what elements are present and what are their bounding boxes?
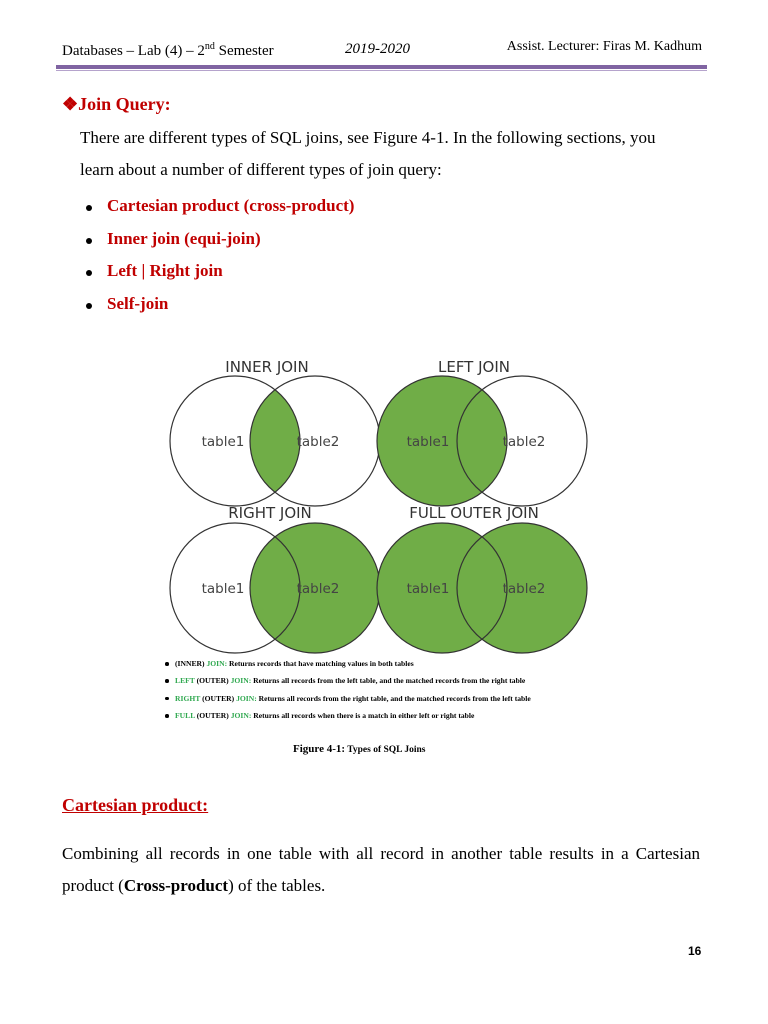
inner-join-right-label: table2	[296, 434, 340, 450]
figure-caption-text: Types of SQL Joins	[345, 745, 426, 755]
right-join-diagram	[170, 504, 380, 653]
legend-keyword: (OUTER)	[202, 693, 237, 703]
legend-item	[164, 694, 531, 711]
list-item	[84, 294, 354, 327]
cartesian-heading: Cartesian product:	[62, 795, 209, 815]
left-join-left-label: table1	[406, 434, 450, 450]
header-rule-thin	[56, 70, 707, 71]
header-course-main: Databases – Lab (4) – 2	[62, 43, 205, 59]
legend-description: Returns all records when there is a match in either left or right table	[251, 711, 475, 721]
figure-caption	[293, 743, 425, 755]
section-title-text: Join Query:	[78, 94, 171, 114]
left-join-diagram	[377, 358, 587, 506]
bullet-dot-icon	[86, 205, 92, 211]
legend-keyword: (OUTER)	[196, 711, 231, 721]
header-course-tail: Semester	[214, 43, 274, 59]
page-header	[62, 38, 702, 62]
section-title	[62, 94, 171, 115]
bullet-dot-icon	[86, 270, 92, 276]
legend-description: Returns all records from the left table, and the matched records from the right table	[251, 676, 526, 686]
legend-keyword: (OUTER)	[196, 676, 231, 686]
header-year: 2019-2020	[345, 41, 410, 57]
list-item-text: Cartesian product (cross-product)	[107, 196, 355, 215]
right-join-right-label: table2	[296, 581, 340, 597]
legend-description: Returns all records from the right table, and the matched records from the left table	[256, 693, 531, 703]
inner-join-title: INNER JOIN	[225, 358, 309, 376]
bullet-dot-icon	[165, 662, 169, 666]
legend-keyword-green: JOIN:	[206, 659, 228, 668]
legend-keyword-green: RIGHT	[175, 693, 203, 703]
page-number: 16	[688, 944, 702, 958]
cartesian-paragraph	[62, 838, 700, 902]
legend-item	[164, 659, 531, 676]
header-course-sup: nd	[204, 41, 215, 52]
diamond-bullet-icon: ❖	[62, 94, 79, 114]
bullet-dot-icon	[165, 679, 169, 683]
legend-item	[164, 676, 531, 693]
intro-line-2: learn about a number of different types of join query:	[80, 160, 442, 179]
list-item-text: Left | Right join	[107, 261, 223, 280]
full-outer-join-title: FULL OUTER JOIN	[409, 504, 539, 522]
list-item-text: Inner join (equi-join)	[107, 228, 261, 248]
legend-keyword-green: JOIN:	[236, 693, 257, 703]
legend-keyword-green: JOIN:	[230, 676, 252, 686]
list-item-text: Self-join	[107, 293, 169, 313]
legend-item	[164, 711, 531, 728]
list-item	[84, 261, 354, 294]
legend-keyword-green: LEFT	[175, 676, 197, 686]
inner-join-diagram	[170, 358, 380, 506]
header-course	[62, 41, 274, 60]
legend-keyword-green: JOIN:	[230, 711, 252, 721]
legend-description: Returns records that have matching values in both tables	[227, 659, 414, 668]
bullet-dot-icon	[86, 303, 92, 309]
list-item	[84, 196, 354, 229]
header-rule	[56, 65, 707, 69]
join-type-list	[84, 196, 354, 326]
cartesian-text-before: Combining all records in one table with all record in another table results in a Cartesian product (	[62, 844, 700, 895]
full-outer-join-right-label: table2	[502, 581, 546, 597]
left-join-title: LEFT JOIN	[437, 358, 511, 376]
legend-keyword: (INNER)	[175, 659, 207, 668]
cartesian-text-bold: Cross-product	[123, 876, 229, 895]
intro-line-1: There are different types of SQL joins, see Figure 4-1. In the following sections, you	[80, 128, 656, 147]
list-item	[84, 229, 354, 262]
legend-keyword-green: FULL	[175, 711, 197, 721]
right-join-title: RIGHT JOIN	[228, 504, 312, 522]
cartesian-text-after: ) of the tables.	[228, 876, 326, 895]
sql-joins-figure	[160, 345, 600, 665]
bullet-dot-icon	[86, 238, 92, 244]
left-join-right-label: table2	[502, 434, 546, 450]
join-legend	[164, 659, 531, 729]
header-author: Assist. Lecturer: Firas M. Kadhum	[506, 39, 702, 54]
full-outer-join-left-label: table1	[406, 581, 450, 597]
full-outer-join-diagram	[377, 504, 587, 653]
right-join-left-label: table1	[201, 581, 245, 597]
inner-join-left-label: table1	[201, 434, 245, 450]
bullet-dot-icon	[165, 714, 169, 718]
bullet-dot-icon	[165, 697, 169, 701]
figure-caption-label: Figure 4-1:	[293, 743, 346, 755]
venn-diagrams	[160, 345, 600, 665]
